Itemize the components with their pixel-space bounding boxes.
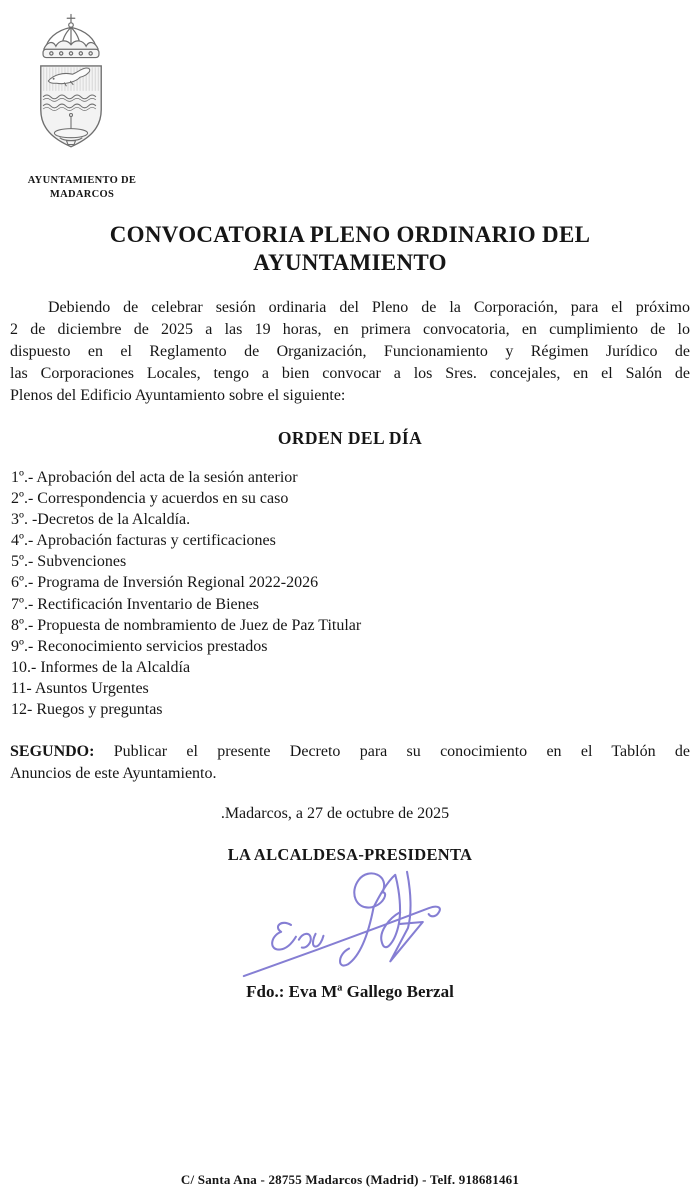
segundo-line1 (10, 741, 690, 763)
agenda-item: 2º.- Correspondencia y acuerdos en su caso (11, 490, 289, 508)
agenda-item: 1º.- Aprobación del acta de la sesión anterior (11, 469, 298, 486)
intro-line: dispuesto en el Reglamento de Organización, Funcionamiento y Régimen Jurídico de (10, 343, 690, 360)
segundo-line2: Anuncios de este Ayuntamiento. (10, 765, 217, 782)
segundo-label: SEGUNDO: (10, 743, 95, 760)
intro-line: 2 de diciembre de 2025 a las 19 horas, en primera convocatoria, en cumplimiento de lo (10, 321, 690, 338)
agenda-item: 12- Ruegos y preguntas (11, 701, 163, 719)
agenda-item: 5º.- Subvenciones (11, 553, 127, 571)
agenda-item: 6º.- Programa de Inversión Regional 2022-2026 (11, 574, 319, 592)
org-name (16, 174, 148, 202)
agenda-list (11, 467, 691, 720)
org-name-line2: MADARCOS (49, 189, 115, 200)
agenda-item: 11- Asuntos Urgentes (11, 679, 149, 697)
intro-line: las Corporaciones Locales, tengo a bien convocar a los Sres. concejales, en el Salón de (10, 365, 690, 382)
document-title-line1: CONVOCATORIA PLENO ORDINARIO DEL (109, 222, 591, 247)
document-title (0, 221, 700, 277)
agenda-item: 3º. -Decretos de la Alcaldía. (11, 511, 191, 529)
intro-line: Plenos del Edificio Ayuntamiento sobre el siguiente: (10, 387, 346, 404)
agenda-item: 7º.- Rectificación Inventario de Bienes (11, 595, 259, 613)
intro-paragraph (10, 297, 690, 407)
segundo-paragraph (10, 741, 690, 785)
agenda-item: 10.- Informes de la Alcaldía (11, 658, 191, 676)
agenda-item: 8º.- Propuesta de nombramiento de Juez de Paz Titular (11, 616, 362, 634)
org-name-line1: AYUNTAMIENTO DE (27, 175, 137, 186)
agenda-heading: ORDEN DEL DÍA (277, 428, 423, 448)
intro-line: Debiendo de celebrar sesión ordinaria del Pleno de la Corporación, para el próximo (48, 299, 690, 316)
segundo-line1-text: Publicar el presente Decreto para su conocimiento en el Tablón de (113, 743, 691, 760)
coat-of-arms-crown-shield-icon (33, 13, 109, 149)
agenda-item: 9º.- Reconocimiento servicios prestados (11, 637, 268, 655)
agenda-item: 4º.- Aprobación facturas y certificaciones (11, 532, 276, 550)
signer-title: LA ALCALDESA-PRESIDENTA (227, 845, 473, 864)
dateline: .Madarcos, a 27 de octubre de 2025 (220, 805, 450, 822)
document-title-line2: AYUNTAMIENTO (253, 250, 447, 275)
footer-address: C/ Santa Ana - 28755 Madarcos (Madrid) - Telf. 918681461 (180, 1172, 520, 1187)
handwritten-signature-icon (240, 862, 460, 985)
signed-by: Fdo.: Eva Mª Gallego Berzal (246, 982, 454, 1001)
